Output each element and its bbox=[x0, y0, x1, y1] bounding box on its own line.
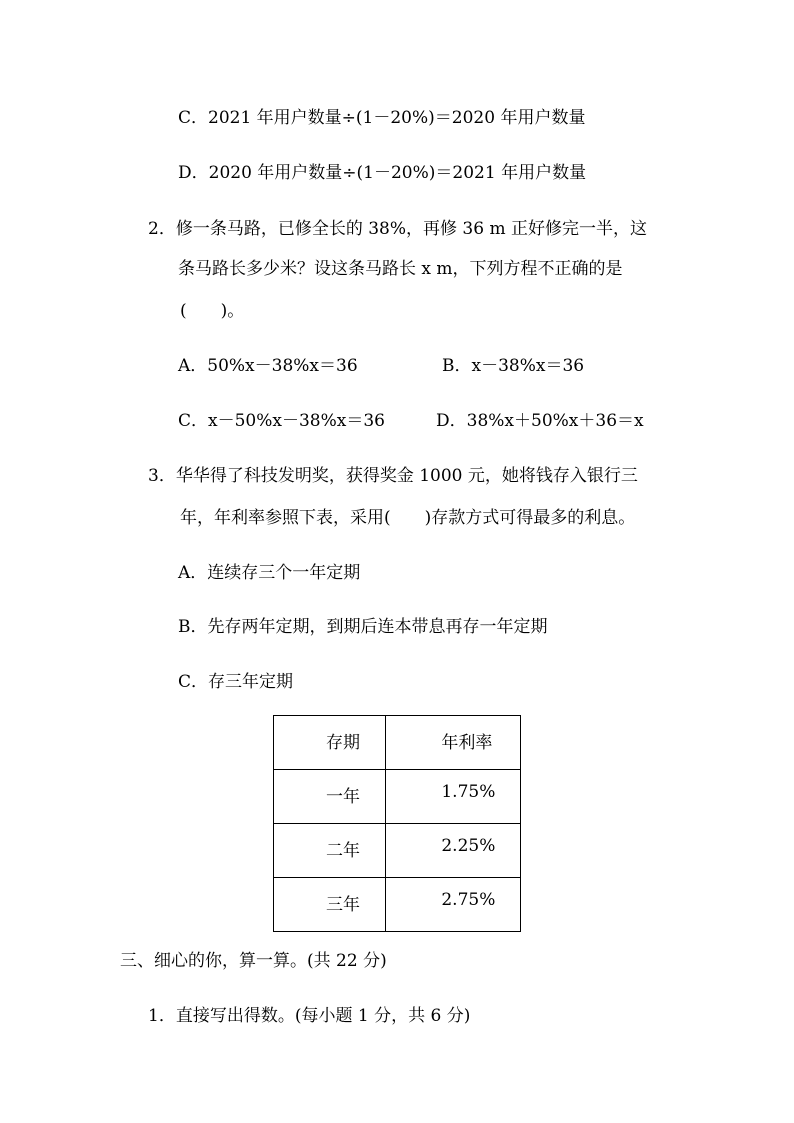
question-2-option-b: B．x－38%x＝36 bbox=[442, 356, 585, 376]
table-row bbox=[274, 770, 521, 824]
table-cell-term: 三年 bbox=[274, 878, 386, 932]
question-3-text-line-2: 年，年利率参照下表，采用( )存款方式可得最多的利息。 bbox=[180, 508, 636, 528]
table-cell-rate: 2.25% bbox=[386, 824, 521, 878]
question-1-option-c: C．2021 年用户数量÷(1－20%)＝2020 年用户数量 bbox=[178, 108, 586, 128]
table-row bbox=[274, 824, 521, 878]
table-row bbox=[274, 878, 521, 932]
table-header-term: 存期 bbox=[274, 716, 386, 770]
interest-rate-table bbox=[273, 715, 521, 932]
table-cell-term: 一年 bbox=[274, 770, 386, 824]
question-1-option-d: D．2020 年用户数量÷(1－20%)＝2021 年用户数量 bbox=[178, 163, 587, 183]
question-2-text-line-3: ( )。 bbox=[180, 301, 245, 321]
table-cell-rate: 2.75% bbox=[386, 878, 521, 932]
question-2-option-c: C．x－50%x－38%x＝36 bbox=[178, 411, 385, 431]
question-2-option-a: A．50%x－38%x＝36 bbox=[178, 356, 358, 376]
question-3-option-c: C．存三年定期 bbox=[178, 672, 294, 692]
question-2-text-line-1: 2．修一条马路，已修全长的 38%，再修 36 m 正好修完一半，这 bbox=[148, 219, 647, 239]
table-cell-rate: 1.75% bbox=[386, 770, 521, 824]
question-2-option-d: D．38%x＋50%x＋36＝x bbox=[436, 411, 644, 431]
question-3-text-line-1: 3．华华得了科技发明奖，获得奖金 1000 元，她将钱存入银行三 bbox=[148, 466, 638, 486]
question-3-option-b: B．先存两年定期，到期后连本带息再存一年定期 bbox=[178, 617, 548, 637]
section-3-question-1: 1．直接写出得数。(每小题 1 分，共 6 分) bbox=[148, 1006, 471, 1026]
section-3-heading: 三、细心的你，算一算。(共 22 分) bbox=[120, 951, 387, 971]
table-header-row bbox=[274, 716, 521, 770]
question-3-option-a: A．连续存三个一年定期 bbox=[178, 563, 361, 583]
table-cell-term: 二年 bbox=[274, 824, 386, 878]
question-2-text-line-2: 条马路长多少米？设这条马路长 x m，下列方程不正确的是 bbox=[178, 259, 623, 279]
table-header-rate: 年利率 bbox=[386, 716, 521, 770]
